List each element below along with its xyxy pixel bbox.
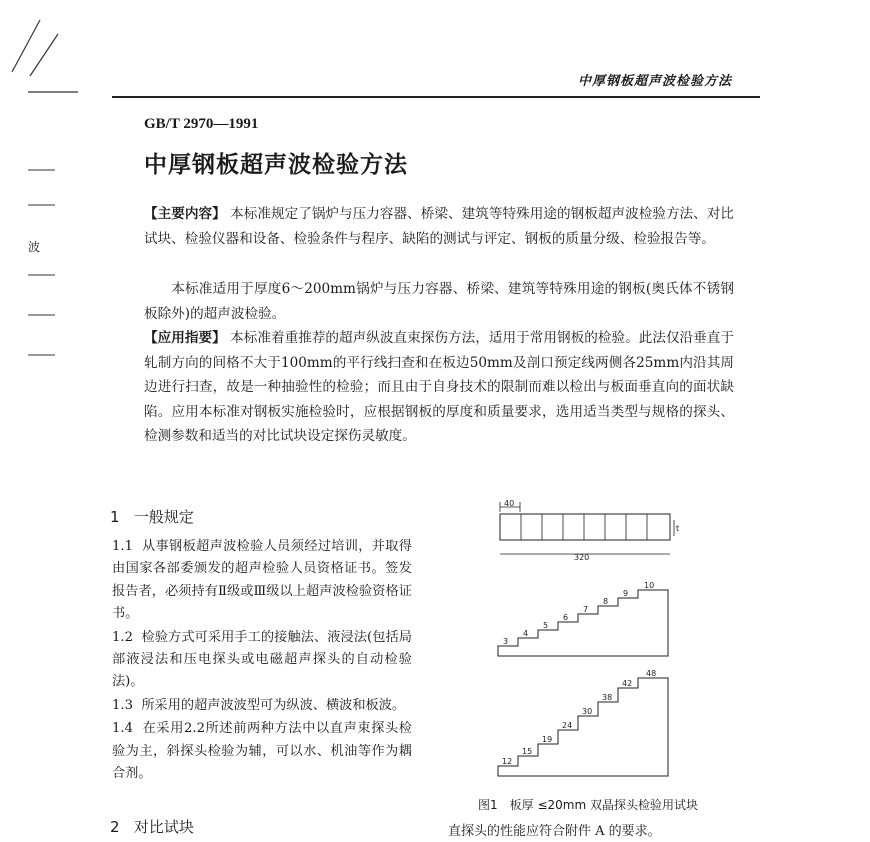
summary-main [144,202,734,251]
step-lower-4: 24 [562,721,573,730]
step-upper-1: 3 [503,637,509,646]
step-upper-8: 10 [644,581,655,590]
step-upper-3: 5 [543,621,549,630]
standard-number: GB/T 2970—1991 [144,116,259,132]
step-lower-8: 48 [646,669,657,678]
section-2-title: 对比试块 [133,818,194,836]
clause-1-2: 1.2 检验方式可采用手工的接触法、液浸法(包括局部液浸法和压电探头或电磁超声探头的自动检验法)。 [112,629,412,690]
clause-1-1: 1.1 从事钢板超声波检验人员须经过培训，并取得由国家各部委颁发的超声检验人员资格证书。签发报告者，必须持有Ⅱ级或Ⅲ级以上超声波检验资格证书。 [112,539,412,622]
section-1-heading [110,506,194,527]
left-margin-ticks [0,150,60,370]
clauses-column [112,536,412,786]
step-lower-3: 19 [542,735,553,744]
clause-1-3: 1.3 所采用的超声波波型可为纵波、横波和板波。 [112,697,406,713]
main-text: 本标准规定了锅炉与压力容器、桥梁、建筑等特殊用途的钢板超声波检验方法、对比试块、检验仪器和设备、检验条件与程序、缺陷的测试与评定、钢板的质量分级、检验报告等。 [144,206,735,247]
page-title: 中厚钢板超声波检验方法 [144,152,408,178]
summary-scope [144,277,734,326]
scan-scratch-marks [0,0,90,100]
test-block-figure [490,498,690,788]
plan-view [500,499,679,562]
figure-caption: 图1 板厚 ≤20mm 双晶探头检验用试块 [478,798,698,812]
step-upper-2: 4 [523,629,529,638]
header-rule [112,96,760,98]
apply-text: 本标准着重推荐的超声纵波直束探伤方法，适用于常用钢板的检验。此法仅沿垂直于轧制方向的间格不大于100mm的平行线扫查和在板边50mm及剖口预定线两侧各25mm内沿其周边进行扫查，故是一种抽验性的检验；而且由于自身技术的限制而难以检出与板面垂直向的面状缺陷。应用本标准对钢板实施检验时，应根据钢板的厚度和质量要求，选用适当类型与规格的探头、检测参数和适当的对比试块设定探伤灵敏度。 [144,330,735,444]
running-header: 中厚钢板超声波检验方法 [578,74,733,89]
section-1-number: 1 [110,508,120,526]
lower-staircase [498,669,668,776]
step-lower-2: 15 [522,747,533,756]
continuation-text: 直探头的性能应符合附件 A 的要求。 [448,824,661,839]
step-lower-1: 12 [502,757,513,766]
section-2-heading [110,816,194,837]
section-1-title: 一般规定 [133,508,194,526]
main-tag: 【主要内容】 [144,206,226,222]
margin-mark: 波 [28,240,41,254]
section-2-number: 2 [110,818,120,836]
summary-apply [144,326,734,449]
step-upper-4: 6 [563,613,569,622]
clause-1-4: 1.4 在采用2.2所述前两种方法中以直声束探头检验为主，斜探头检验为辅，可以水、机油等作为耦合剂。 [112,721,412,782]
scope-text: 本标准适用于厚度6～200mm锅炉与压力容器、桥梁、建筑等特殊用途的钢板(奥氏体不锈钢板除外)的超声波检验。 [144,281,734,322]
dim-320: 320 [574,553,590,562]
step-upper-7: 9 [623,589,629,598]
dim-40: 40 [504,499,515,508]
dim-t: t [676,524,680,533]
step-lower-6: 38 [602,693,613,702]
step-lower-7: 42 [622,679,633,688]
step-lower-5: 30 [582,707,593,716]
step-upper-6: 8 [603,597,609,606]
apply-tag: 【应用指要】 [144,330,226,346]
upper-staircase [498,581,668,656]
step-upper-5: 7 [583,605,589,614]
